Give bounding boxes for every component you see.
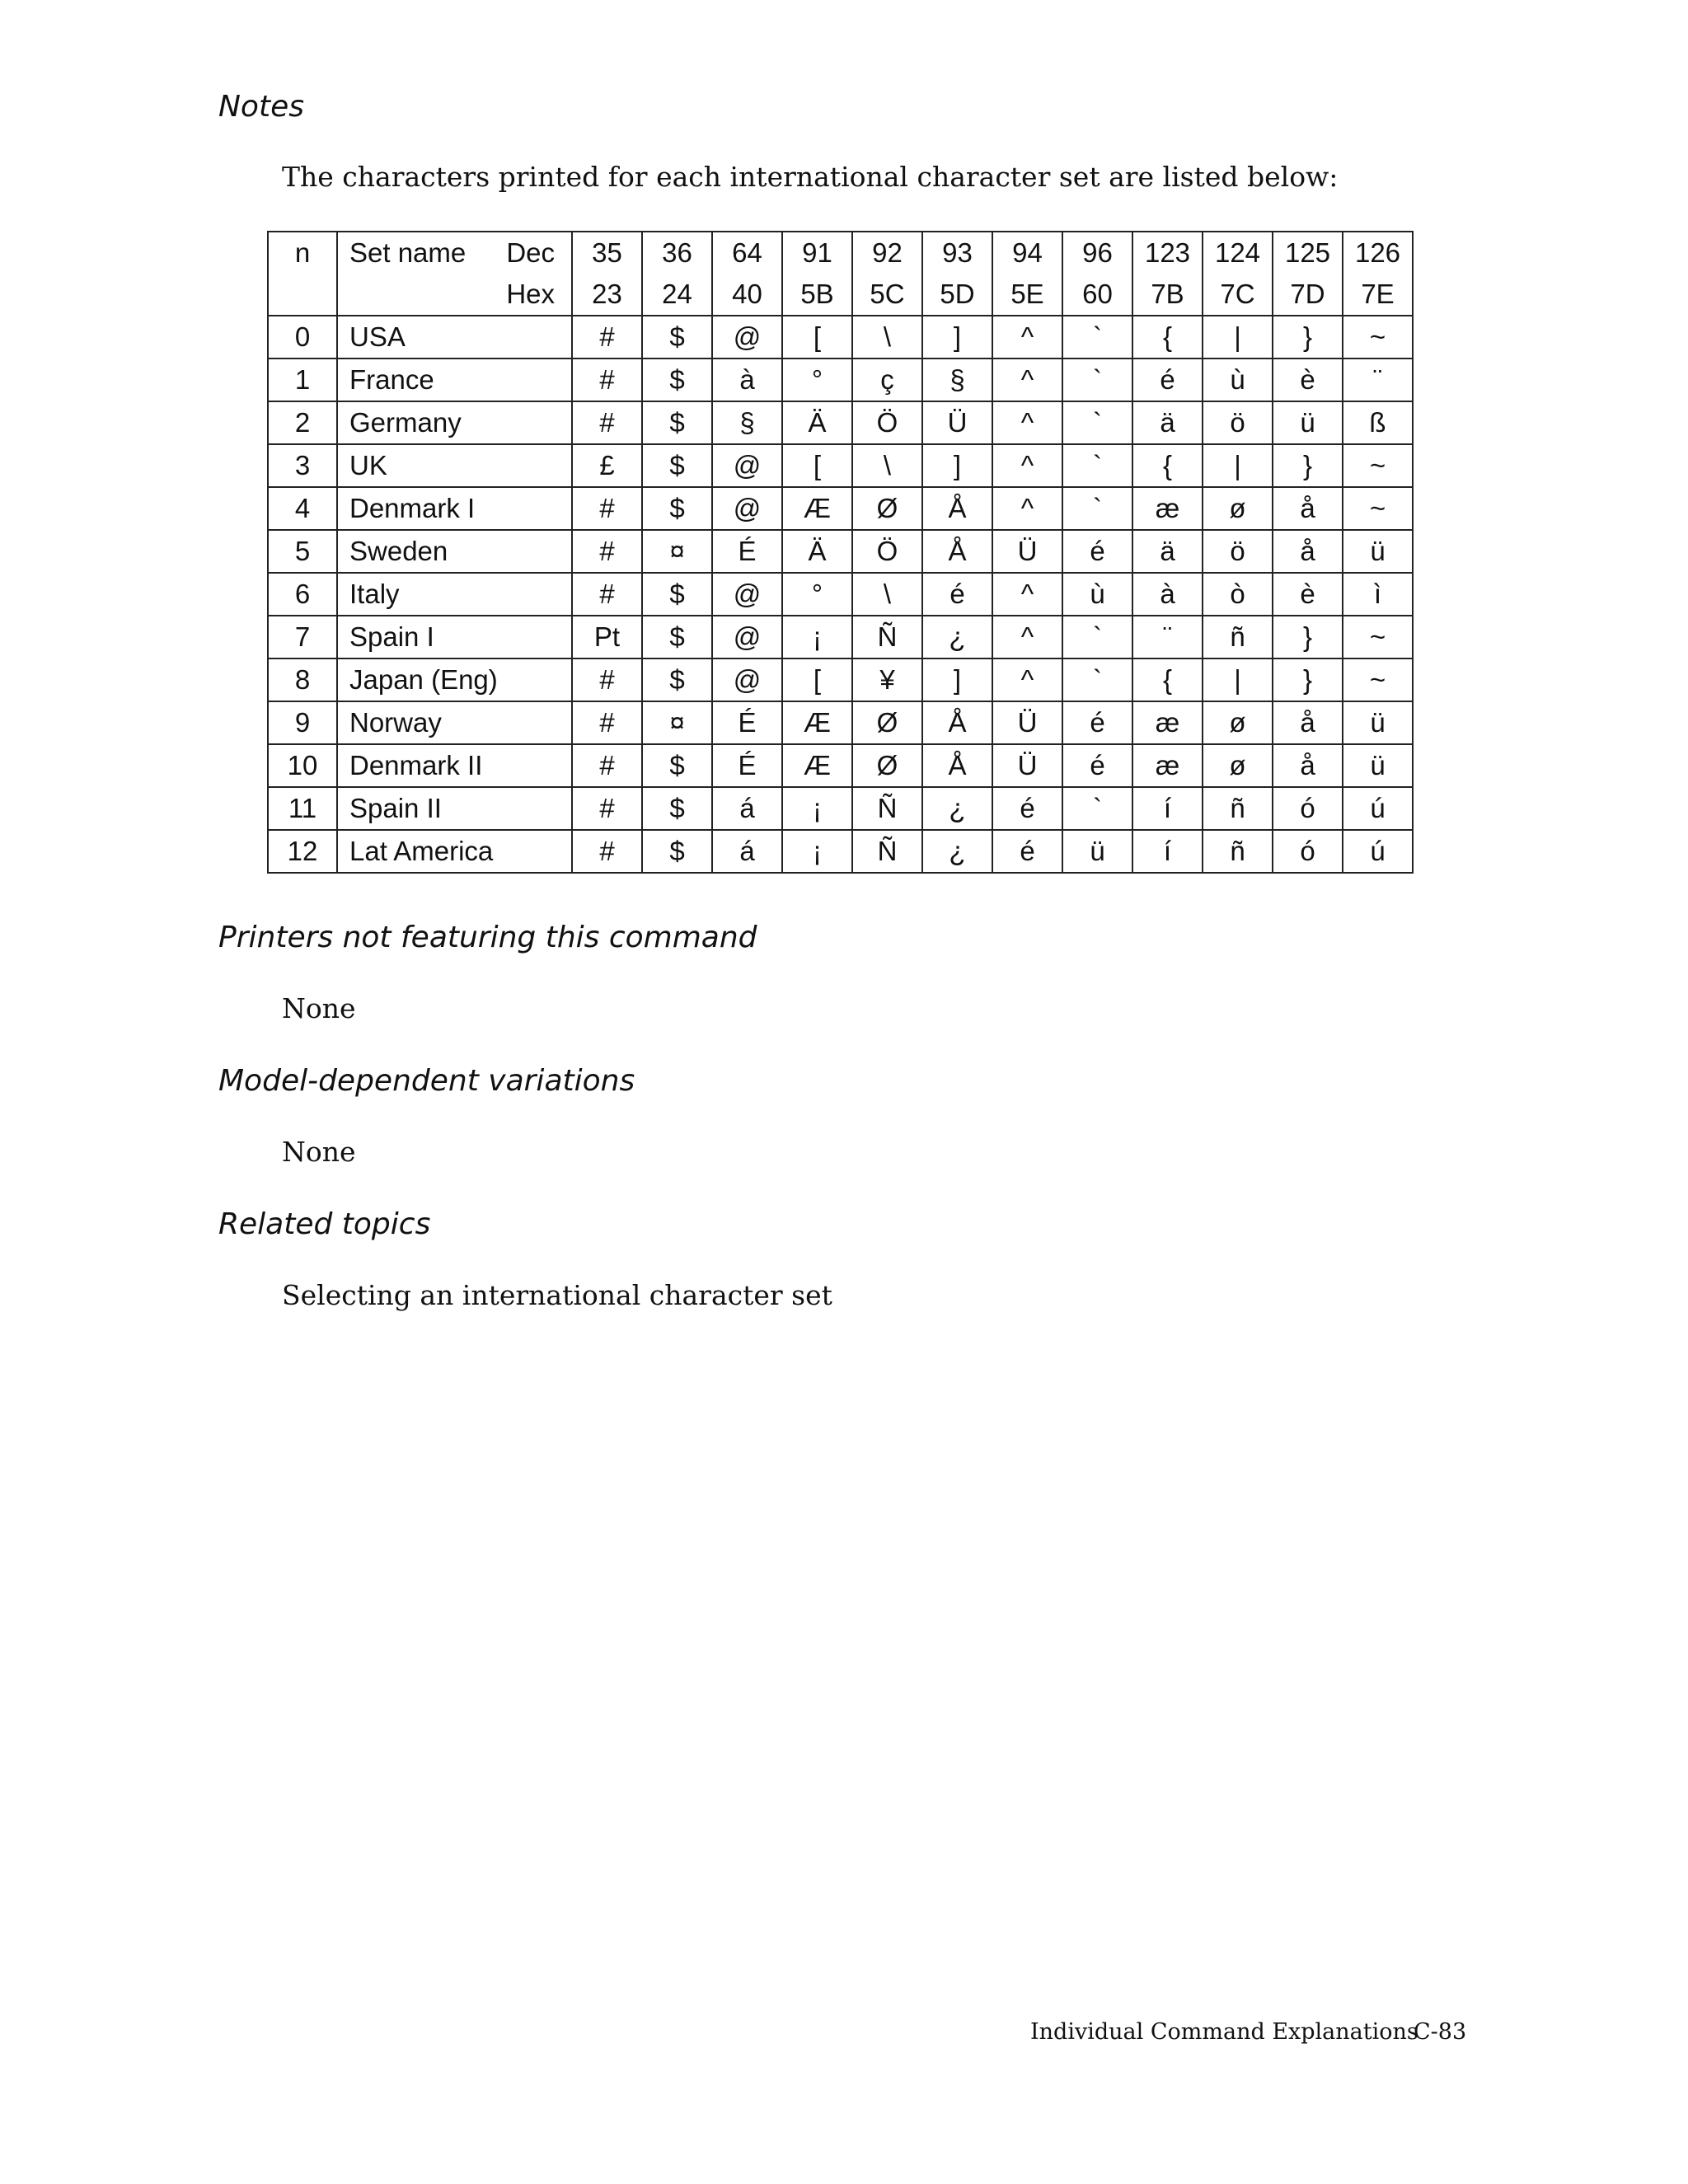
page-number: C-83 [1414,2019,1467,2045]
row-char: # [572,359,642,401]
header-hex-code: 5E [992,274,1062,316]
row-char: é [992,830,1062,873]
header-blank [337,274,477,316]
row-char: Å [922,487,992,530]
model-dependent-text: None [282,1136,356,1168]
row-char: [ [782,316,852,359]
row-char: ` [1062,787,1132,830]
row-char: $ [642,744,712,787]
row-char: \ [852,316,922,359]
row-char: § [712,401,782,444]
row-n: 9 [268,701,337,744]
row-char: í [1132,830,1203,873]
row-char: @ [712,658,782,701]
row-char: ø [1203,487,1273,530]
row-char: @ [712,316,782,359]
row-char: ö [1203,401,1273,444]
row-char: \ [852,444,922,487]
header-dec-code: 91 [782,232,852,274]
row-char: ö [1203,530,1273,573]
notes-intro-text: The characters printed for each international character set are listed below: [282,161,1339,193]
row-char: ] [922,444,992,487]
row-char: Ø [852,701,922,744]
header-hex-code: 7B [1132,274,1203,316]
row-char: é [1062,744,1132,787]
header-hex-code: 40 [712,274,782,316]
row-char: | [1203,658,1273,701]
row-char: ` [1062,359,1132,401]
row-char: à [1132,573,1203,616]
row-char: ` [1062,401,1132,444]
row-char: $ [642,316,712,359]
row-char: ü [1273,401,1343,444]
row-char: | [1203,444,1273,487]
row-char: é [992,787,1062,830]
row-char: á [712,787,782,830]
row-char: ù [1062,573,1132,616]
row-char: ¿ [922,787,992,830]
row-char: $ [642,658,712,701]
row-char: æ [1132,701,1203,744]
printers-not-featuring-text: None [282,992,356,1024]
row-char: Ä [782,530,852,573]
row-char: ~ [1343,487,1413,530]
row-char: $ [642,487,712,530]
row-char: ú [1343,830,1413,873]
row-char: Ü [992,530,1062,573]
model-dependent-heading: Model-dependent variations [218,1064,635,1098]
row-char: ò [1203,573,1273,616]
row-char: { [1132,316,1203,359]
row-char: ` [1062,658,1132,701]
row-char: æ [1132,487,1203,530]
row-char: ~ [1343,316,1413,359]
row-char: æ [1132,744,1203,787]
row-char: ~ [1343,616,1413,658]
row-char: ^ [992,401,1062,444]
row-n: 10 [268,744,337,787]
row-char: ° [782,573,852,616]
table-row [268,316,1413,359]
row-set-name: Sweden [337,530,572,573]
row-char: $ [642,787,712,830]
row-char: ø [1203,701,1273,744]
row-char: } [1273,658,1343,701]
printers-not-featuring-heading: Printers not featuring this command [218,921,757,954]
row-char: ¿ [922,830,992,873]
footer-section-title: Individual Command Explanations [1030,2019,1418,2045]
header-hex-code: 7C [1203,274,1273,316]
row-char: ] [922,658,992,701]
row-char: } [1273,616,1343,658]
row-char: Å [922,744,992,787]
row-char: ^ [992,359,1062,401]
row-char: ¡ [782,787,852,830]
table-row [268,830,1413,873]
row-char: é [1132,359,1203,401]
row-char: \ [852,573,922,616]
row-char: ü [1062,830,1132,873]
row-char: Æ [782,487,852,530]
row-n: 11 [268,787,337,830]
row-char: # [572,658,642,701]
row-char: ñ [1203,830,1273,873]
header-dec-label: Dec [477,232,572,274]
header-dec-code: 124 [1203,232,1273,274]
row-char: $ [642,830,712,873]
header-dec-code: 35 [572,232,642,274]
row-char: [ [782,658,852,701]
row-char: ¨ [1132,616,1203,658]
row-char: ä [1132,401,1203,444]
row-set-name: Lat America [337,830,572,873]
related-topics-heading: Related topics [218,1207,431,1241]
row-char: ç [852,359,922,401]
row-char: à [712,359,782,401]
row-n: 3 [268,444,337,487]
header-dec-code: 126 [1343,232,1413,274]
table-row [268,616,1413,658]
row-char: ü [1343,701,1413,744]
row-char: å [1273,487,1343,530]
related-topics-text: Selecting an international character set [282,1279,832,1311]
row-char: è [1273,359,1343,401]
header-dec-code: 64 [712,232,782,274]
row-char: ¡ [782,616,852,658]
row-char: å [1273,744,1343,787]
row-char: é [1062,530,1132,573]
row-char: # [572,701,642,744]
row-set-name: Germany [337,401,572,444]
row-char: @ [712,616,782,658]
row-n: 12 [268,830,337,873]
row-char: Æ [782,744,852,787]
row-char: ~ [1343,658,1413,701]
row-char: ] [922,316,992,359]
notes-heading: Notes [218,90,304,124]
row-char: Ø [852,744,922,787]
header-dec-code: 123 [1132,232,1203,274]
row-char: Ñ [852,787,922,830]
header-hex-code: 23 [572,274,642,316]
row-char: ü [1343,744,1413,787]
header-n: n [268,232,337,316]
table-row [268,701,1413,744]
row-char: É [712,701,782,744]
row-set-name: Spain II [337,787,572,830]
row-char: # [572,487,642,530]
row-set-name: Denmark I [337,487,572,530]
row-char: ñ [1203,616,1273,658]
row-set-name: Norway [337,701,572,744]
header-dec-code: 93 [922,232,992,274]
header-hex-label: Hex [477,274,572,316]
row-char: # [572,530,642,573]
row-set-name: Denmark II [337,744,572,787]
row-char: ^ [992,573,1062,616]
row-n: 1 [268,359,337,401]
row-char: ` [1062,487,1132,530]
row-char: É [712,530,782,573]
row-char: ó [1273,787,1343,830]
row-n: 5 [268,530,337,573]
row-set-name: USA [337,316,572,359]
table-row [268,744,1413,787]
row-char: # [572,830,642,873]
row-char: ø [1203,744,1273,787]
table-row [268,401,1413,444]
row-char: # [572,787,642,830]
row-char: $ [642,401,712,444]
header-hex-code: 7E [1343,274,1413,316]
row-set-name: Italy [337,573,572,616]
row-char: ß [1343,401,1413,444]
row-char: Æ [782,701,852,744]
header-hex-code: 5D [922,274,992,316]
row-char: è [1273,573,1343,616]
row-char: ¡ [782,830,852,873]
row-char: $ [642,359,712,401]
row-n: 8 [268,658,337,701]
header-row-hex [268,274,1413,316]
row-char: ` [1062,616,1132,658]
row-char: @ [712,573,782,616]
row-char: é [922,573,992,616]
row-char: É [712,744,782,787]
row-char: { [1132,444,1203,487]
row-char: Ü [992,744,1062,787]
row-char: Ü [922,401,992,444]
row-set-name: UK [337,444,572,487]
table-row [268,787,1413,830]
table-row [268,359,1413,401]
row-char: Pt [572,616,642,658]
row-char: ¿ [922,616,992,658]
row-char: ñ [1203,787,1273,830]
row-char: Ñ [852,616,922,658]
row-char: ¤ [642,701,712,744]
row-char: $ [642,444,712,487]
row-char: Ö [852,401,922,444]
row-char: ¤ [642,530,712,573]
header-dec-code: 96 [1062,232,1132,274]
row-char: ^ [992,444,1062,487]
header-hex-code: 5C [852,274,922,316]
header-dec-code: 125 [1273,232,1343,274]
row-char: § [922,359,992,401]
row-char: ^ [992,658,1062,701]
header-hex-code: 24 [642,274,712,316]
row-char: á [712,830,782,873]
row-char: ó [1273,830,1343,873]
row-char: Å [922,701,992,744]
row-char: ü [1343,530,1413,573]
row-char: # [572,744,642,787]
row-char: # [572,401,642,444]
header-dec-code: 94 [992,232,1062,274]
international-charset-table [267,231,1414,874]
row-char: [ [782,444,852,487]
row-n: 2 [268,401,337,444]
row-char: $ [642,616,712,658]
row-set-name: France [337,359,572,401]
table-row [268,530,1413,573]
row-char: Å [922,530,992,573]
row-char: ^ [992,487,1062,530]
table-row [268,573,1413,616]
row-char: Ñ [852,830,922,873]
row-char: ä [1132,530,1203,573]
row-char: ú [1343,787,1413,830]
row-char: @ [712,444,782,487]
header-dec-code: 36 [642,232,712,274]
row-char: # [572,573,642,616]
row-char: í [1132,787,1203,830]
row-char: ` [1062,316,1132,359]
row-char: | [1203,316,1273,359]
row-char: ¥ [852,658,922,701]
row-set-name: Japan (Eng) [337,658,572,701]
header-dec-code: 92 [852,232,922,274]
row-char: ` [1062,444,1132,487]
row-char: } [1273,316,1343,359]
row-char: $ [642,573,712,616]
header-row-dec [268,232,1413,274]
header-hex-code: 7D [1273,274,1343,316]
row-char: å [1273,701,1343,744]
row-char: ^ [992,316,1062,359]
row-n: 7 [268,616,337,658]
table-row [268,658,1413,701]
header-hex-code: 5B [782,274,852,316]
row-char: £ [572,444,642,487]
row-char: ° [782,359,852,401]
row-n: 4 [268,487,337,530]
row-n: 0 [268,316,337,359]
row-char: é [1062,701,1132,744]
table-body [268,232,1413,873]
row-set-name: Spain I [337,616,572,658]
row-n: 6 [268,573,337,616]
row-char: ^ [992,616,1062,658]
row-char: ¨ [1343,359,1413,401]
row-char: { [1132,658,1203,701]
row-char: å [1273,530,1343,573]
row-char: } [1273,444,1343,487]
row-char: ì [1343,573,1413,616]
table-row [268,444,1413,487]
table-row [268,487,1413,530]
header-hex-code: 60 [1062,274,1132,316]
row-char: # [572,316,642,359]
row-char: Ø [852,487,922,530]
row-char: ù [1203,359,1273,401]
header-set-name: Set name [337,232,477,274]
row-char: @ [712,487,782,530]
row-char: Ö [852,530,922,573]
row-char: Ü [992,701,1062,744]
row-char: Ä [782,401,852,444]
row-char: ~ [1343,444,1413,487]
